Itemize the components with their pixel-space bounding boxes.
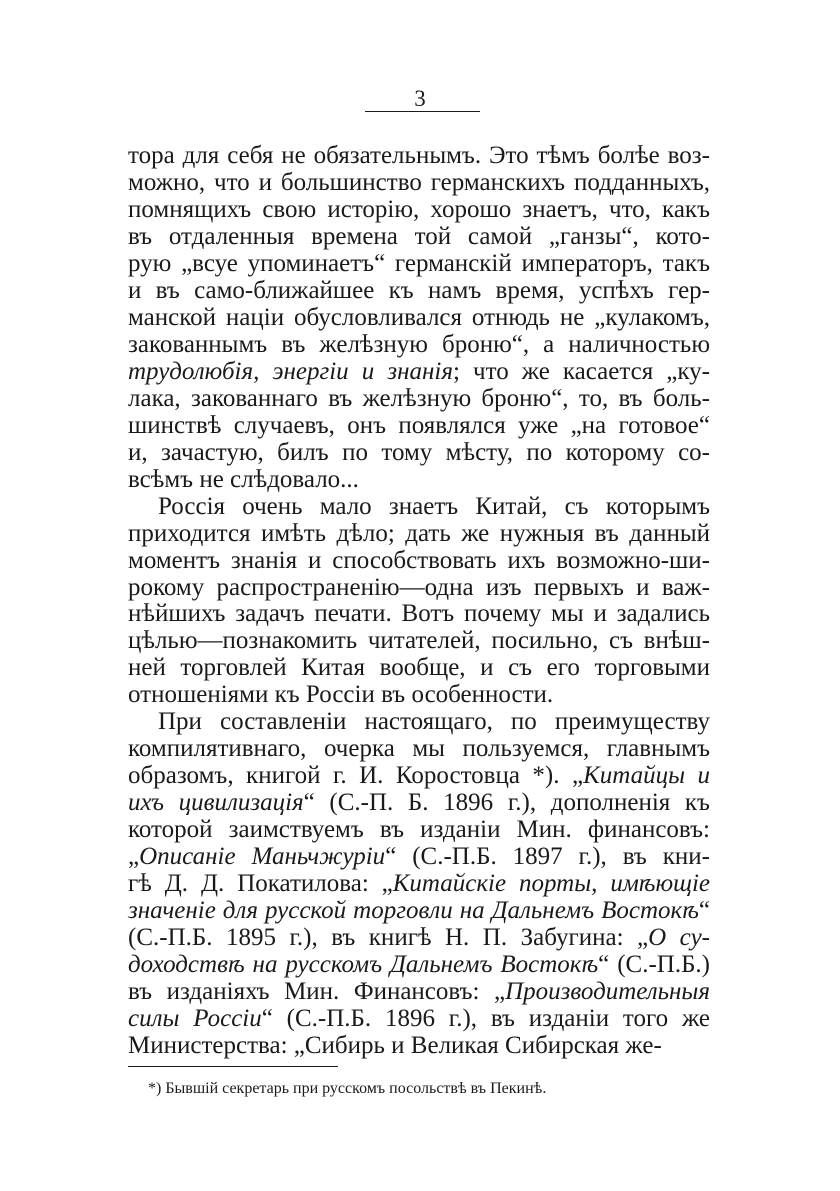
text-line-content: При составленіи настоящаго, по преимуществу: [158, 708, 710, 735]
text-line-content: нѣйшихъ задачъ печати. Вотъ почему мы и задались: [128, 600, 710, 627]
text-line: [128, 195, 710, 225]
text-segment: „: [128, 843, 140, 870]
text-line: [128, 168, 710, 198]
text-line-content: моментъ знанія и способствовать ихъ возможно-ши-: [128, 547, 710, 574]
italic-title: силы Россіи: [128, 1005, 262, 1032]
header-rule: [365, 111, 480, 112]
text-line-content: шинствѣ случаевъ, онъ появлялся уже „на готовое“: [128, 412, 710, 439]
text-line: [128, 842, 710, 872]
text-line: [128, 1031, 710, 1061]
text-line: [128, 761, 710, 791]
footnote-rule: [128, 1066, 338, 1067]
text-line-content: Министерства: „Сибирь и Великая Сибирская же-: [128, 1032, 662, 1059]
italic-title: Китайскіе порты, имѣющіе: [392, 870, 710, 897]
text-line-content: ней торговлей Китая вообще, и съ его торговыми: [128, 654, 710, 681]
text-line-content: и въ само-ближайшее къ намъ время, успѣхъ гер-: [128, 277, 710, 304]
italic-title: Описаніе Маньчжуріи: [139, 843, 386, 870]
text-segment: “: [698, 897, 710, 924]
text-line: [128, 519, 710, 549]
text-segment: образомъ, книгой г. И. Коростовца *). „: [128, 762, 584, 789]
text-line: [128, 869, 710, 899]
footnote: *) Бывшій секретарь при русскомъ посольствѣ въ Пекинѣ.: [148, 1080, 547, 1097]
text-line: [128, 303, 710, 333]
text-segment: “ (С.-П.Б.): [598, 951, 710, 978]
text-line-content: компилятивнаго, очерка мы пользуемся, главнымъ: [128, 735, 710, 762]
text-line: [128, 788, 710, 818]
text-line: [128, 249, 710, 279]
text-segment: въ изданіяхъ Мин. Финансовъ: „: [128, 978, 506, 1005]
text-line: [128, 546, 710, 576]
text-line-content: можно, что и большинство германскихъ подданныхъ,: [128, 169, 710, 196]
text-line-content: отношеніями къ Россіи въ особенности.: [128, 681, 554, 708]
italic-title: Китайцы и: [583, 762, 710, 789]
text-line-content: манской націи обусловливался отнюдь не „кулакомъ,: [128, 304, 710, 331]
text-line-content: тора для себя не обязательнымъ. Это тѣмъ болѣе воз-: [128, 142, 710, 169]
text-segment: ; что же касается „ку-: [452, 358, 710, 385]
text-segment: “ (С.-П.Б. 1896 г.), въ изданіи того же: [261, 1005, 710, 1032]
text-line: [158, 707, 710, 737]
italic-title: ихъ цивилизація: [128, 789, 304, 816]
text-line: [128, 330, 710, 360]
text-segment: гѣ Д. Д. Покатилова: „: [128, 870, 393, 897]
text-line: [128, 438, 710, 468]
text-line: [128, 357, 710, 387]
text-line-content: рую „всуе упоминаетъ“ германскій императоръ, такъ: [128, 250, 710, 277]
text-line-content: приходится имѣть дѣло; дать же нужныя въ данный: [128, 520, 710, 547]
text-line: [128, 465, 710, 495]
text-line: [128, 222, 710, 252]
text-line: [128, 977, 710, 1007]
text-line: [128, 923, 710, 953]
italic-title: О су-: [648, 924, 710, 951]
text-line-content: помнящихъ свою исторію, хорошо знаетъ, что, какъ: [128, 196, 710, 223]
text-line: [128, 680, 710, 710]
text-line: [128, 1004, 710, 1034]
text-line: [128, 896, 710, 926]
text-segment: “ (С.-П. Б. 1896 г.), дополненія къ: [303, 789, 710, 816]
text-line: [128, 815, 710, 845]
page-number: 3: [414, 86, 426, 111]
text-segment: (С.-П.Б. 1895 г.), въ книгѣ Н. П. Забугина: „: [128, 924, 649, 951]
text-line-content: закованнымъ въ желѣзную броню“, а наличностью: [128, 331, 710, 358]
text-line-content: рокому распространенію—одна изъ первыхъ и важ-: [128, 574, 710, 601]
text-line-content: цѣлью—познакомить читателей, посильно, съ внѣш-: [128, 627, 710, 654]
text-line: [128, 276, 710, 306]
text-line-content: въ отдаленныя времена той самой „ганзы“, кото-: [128, 223, 710, 250]
text-line: [128, 599, 710, 629]
text-line-content: Россія очень мало знаетъ Китай, съ которымъ: [158, 493, 710, 520]
text-line-content: которой заимствуемъ въ изданіи Мин. финансовъ:: [128, 816, 710, 843]
text-line: [128, 734, 710, 764]
text-line: [128, 626, 710, 656]
text-line: [128, 141, 710, 171]
italic-title: трудолюбія, энергіи и знанія: [128, 358, 453, 385]
text-line: [128, 653, 710, 683]
text-line: [128, 411, 710, 441]
italic-title: Производительныя: [505, 978, 710, 1005]
text-segment: “ (С.-П.Б. 1897 г.), въ кни-: [385, 843, 711, 870]
italic-title: доходствѣ на русскомъ Дальнемъ Востокѣ: [128, 951, 599, 978]
text-line-content: лака, закованнаго въ желѣзную броню“, то, въ боль-: [128, 385, 710, 412]
text-line-content: и, зачастую, билъ по тому мѣсту, по которому со-: [128, 439, 710, 466]
text-line: [128, 950, 710, 980]
text-line: [158, 492, 710, 522]
text-line-content: всѣмъ не слѣдовало...: [128, 466, 359, 493]
text-line: [128, 384, 710, 414]
italic-title: значеніе для русской торговли на Дальнемъ Востокѣ: [128, 897, 699, 924]
